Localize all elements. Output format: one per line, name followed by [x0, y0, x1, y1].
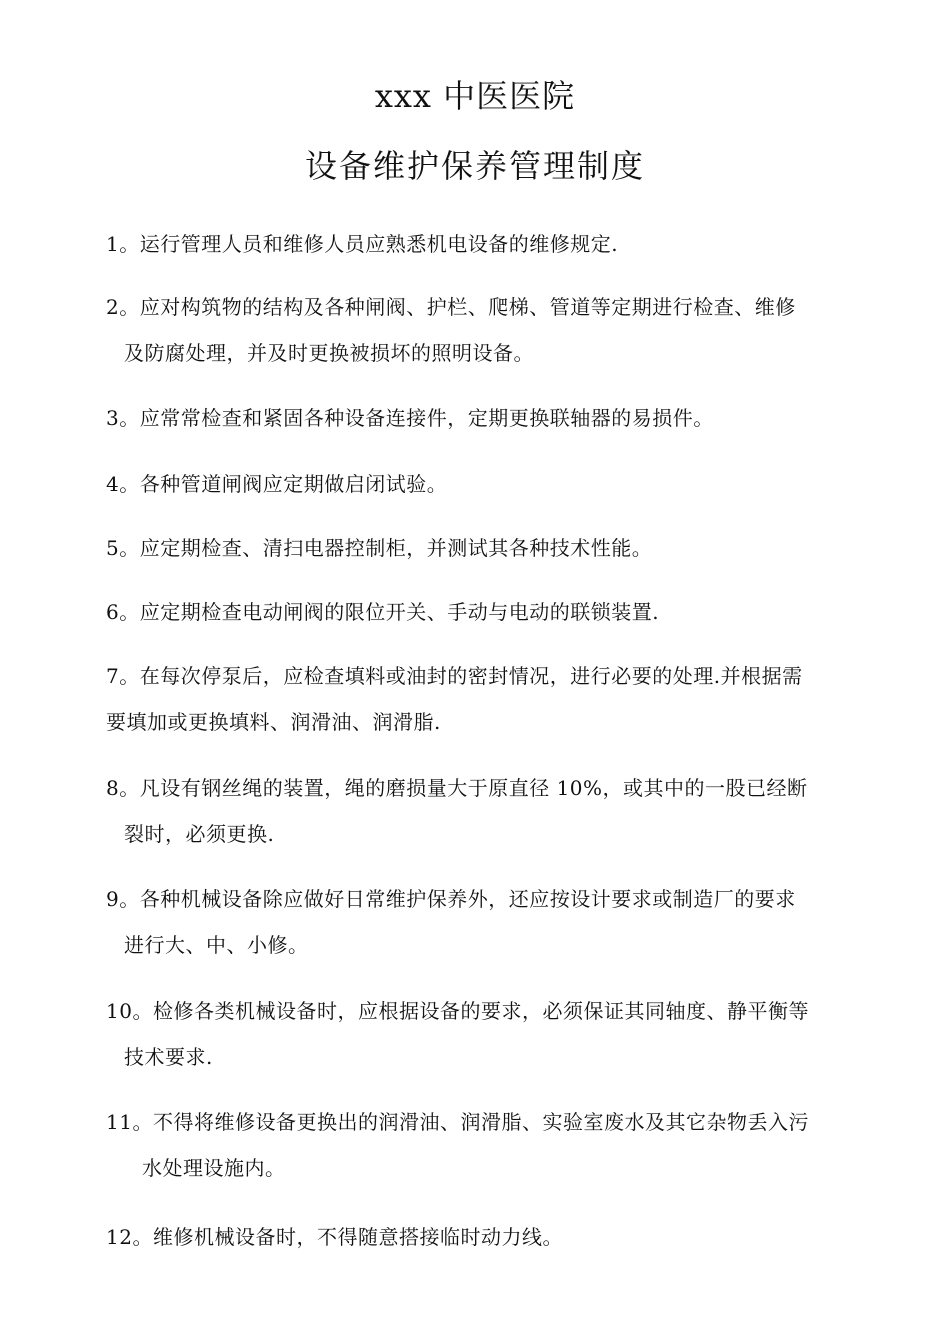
- item-8-line-2: 裂时，必须更换.: [124, 822, 275, 846]
- item-9-line-1: 9。各种机械设备除应做好日常维护保养外，还应按设计要求或制造厂的要求: [106, 887, 796, 911]
- regulation-item-8: [106, 773, 846, 849]
- hospital-name: xxx 中医医院: [374, 77, 576, 115]
- regulation-item-10: [106, 996, 846, 1072]
- regulation-item-2: [106, 292, 846, 368]
- item-4-line-1: 4。各种管道闸阀应定期做启闭试验。: [106, 472, 448, 496]
- item-11-line-2: 水处理设施内。: [142, 1156, 286, 1180]
- item-10-line-1: 10。检修各类机械设备时，应根据设备的要求，必须保证其同轴度、静平衡等: [106, 999, 809, 1023]
- regulation-item-6: [106, 597, 846, 627]
- item-12-line-1: 12。维修机械设备时，不得随意搭接临时动力线。: [106, 1225, 563, 1249]
- regulation-item-5: [106, 533, 846, 563]
- item-11-line-1: 11。不得将维修设备更换出的润滑油、润滑脂、实验室废水及其它杂物丢入污: [106, 1110, 809, 1134]
- regulation-item-12: [106, 1222, 846, 1252]
- regulation-item-7: [106, 661, 846, 737]
- item-5-line-1: 5。应定期检查、清扫电器控制柜，并测试其各种技术性能。: [106, 536, 653, 560]
- document-title: 设备维护保养管理制度: [304, 147, 645, 185]
- item-9-line-2: 进行大、中、小修。: [124, 933, 309, 957]
- item-2-line-1: 2。应对构筑物的结构及各种闸阀、护栏、爬梯、管道等定期进行检查、维修: [106, 295, 796, 319]
- item-10-line-2: 技术要求.: [124, 1045, 213, 1069]
- item-2-line-2: 及防腐处理，并及时更换被损坏的照明设备。: [124, 341, 534, 365]
- item-3-line-1: 3。应常常检查和紧固各种设备连接件，定期更换联轴器的易损件。: [106, 406, 714, 430]
- item-1-line-1: 1。运行管理人员和维修人员应熟悉机电设备的维修规定.: [106, 232, 619, 256]
- item-6-line-1: 6。应定期检查电动闸阀的限位开关、手动与电动的联锁装置.: [106, 600, 660, 624]
- regulation-item-9: [106, 884, 846, 960]
- item-7-line-2: 要填加或更换填料、润滑油、润滑脂.: [106, 710, 441, 734]
- regulation-item-3: [106, 403, 846, 433]
- regulation-item-1: [106, 229, 846, 259]
- regulation-item-4: [106, 469, 846, 499]
- item-8-line-1: 8。凡设有钢丝绳的装置，绳的磨损量大于原直径 10%，或其中的一股已经断: [106, 776, 808, 800]
- item-7-line-1: 7。在每次停泵后，应检查填料或油封的密封情况，进行必要的处理.并根据需: [106, 664, 803, 688]
- regulation-item-11: [106, 1107, 846, 1183]
